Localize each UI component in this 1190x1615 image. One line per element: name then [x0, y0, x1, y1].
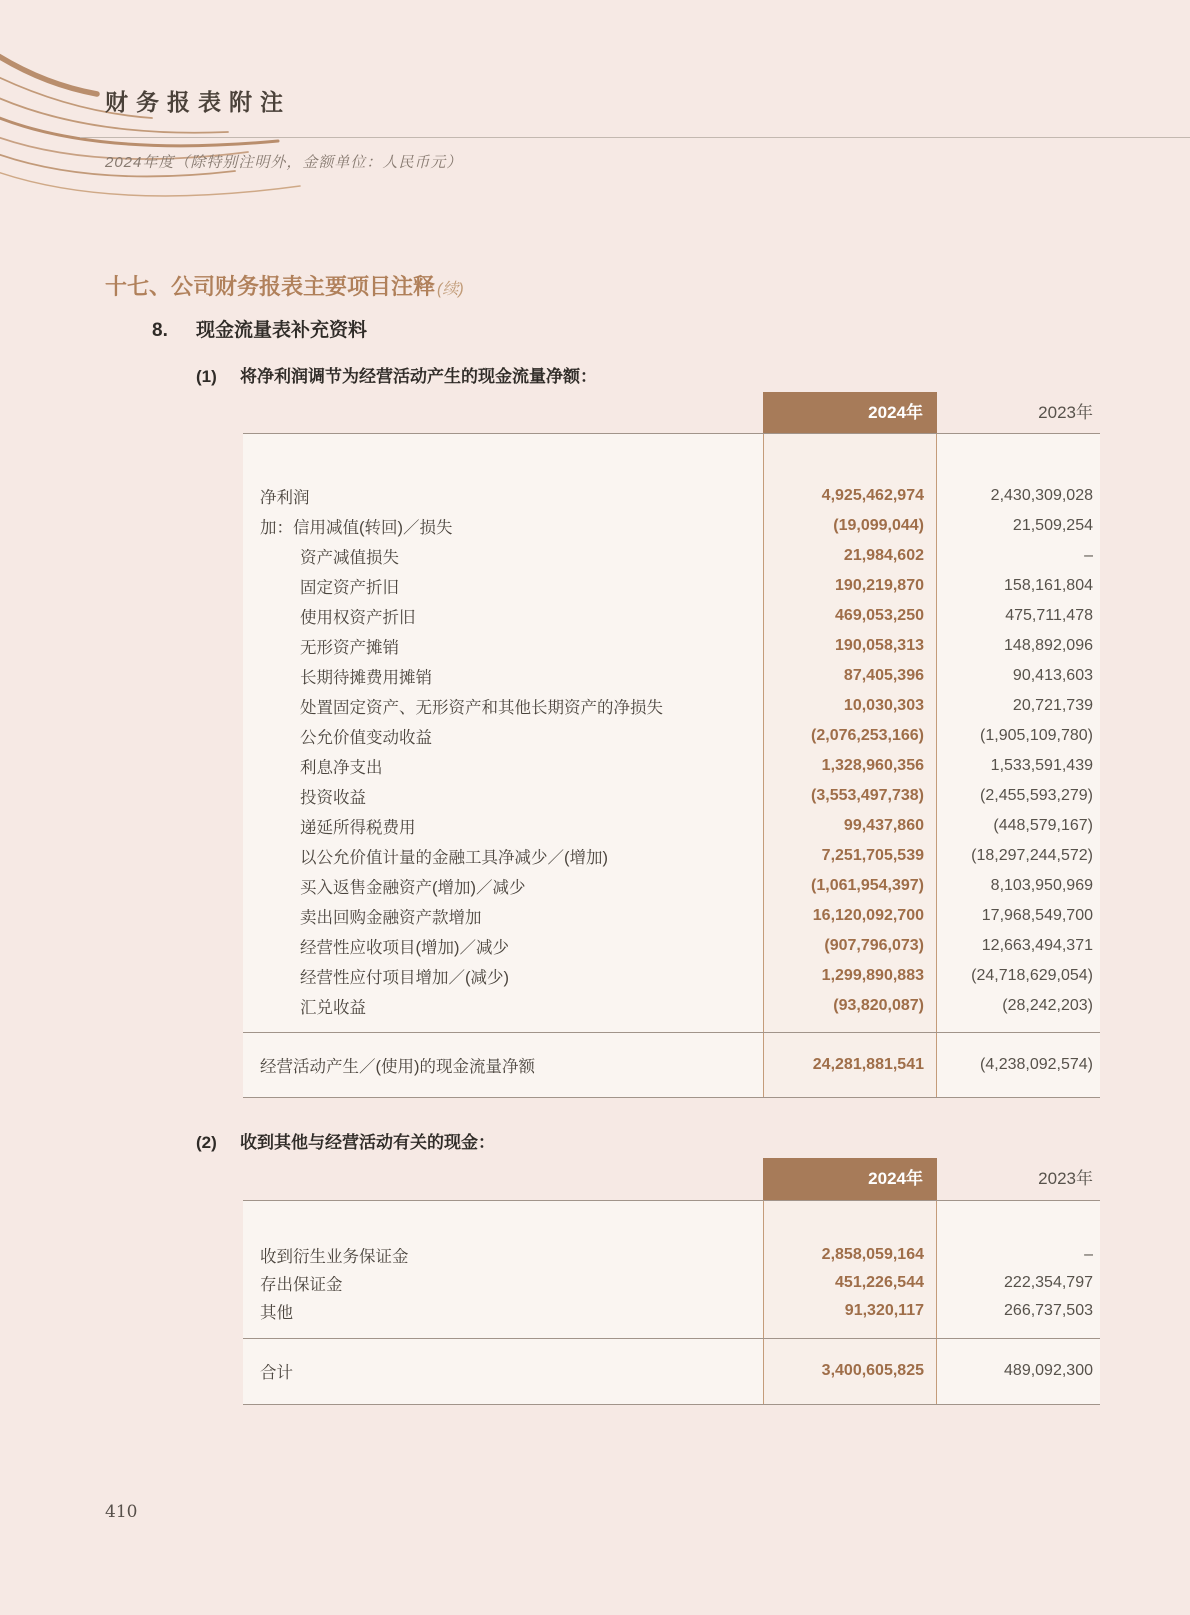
value-2024: 190,219,870	[835, 577, 924, 594]
table1-caption	[196, 362, 597, 387]
table-row	[243, 781, 1100, 811]
table-row	[243, 901, 1100, 931]
row-label: 利息净支出	[300, 759, 383, 777]
table1-col-header-2023: 2023年	[1038, 403, 1093, 422]
value-2023: 12,663,494,371	[981, 937, 1093, 954]
row-label: 存出保证金	[260, 1276, 343, 1294]
value-2023: (448,579,167)	[993, 817, 1093, 834]
section-title	[105, 270, 464, 301]
row-label: 递延所得税费用	[300, 819, 416, 837]
table-row	[243, 511, 1100, 541]
row-label: 固定资产折旧	[300, 579, 399, 597]
value-2023: 158,161,804	[1004, 577, 1093, 594]
decorative-arcs-icon	[0, 0, 310, 240]
table2-caption	[196, 1128, 495, 1153]
value-2024: (3,553,497,738)	[811, 787, 924, 804]
value-2024: 4,925,462,974	[821, 487, 924, 504]
value-2023: –	[1084, 547, 1093, 564]
table-row	[243, 751, 1100, 781]
row-label: 加：信用减值(转回)／损失	[260, 519, 453, 537]
row-label: 以公允价值计量的金融工具净减少／(增加)	[300, 849, 608, 867]
table1-body	[243, 433, 1100, 1098]
subsection-title	[152, 315, 367, 342]
table-row	[243, 931, 1100, 961]
table-row	[243, 721, 1100, 751]
value-2024: (1,061,954,397)	[811, 877, 924, 894]
value-2023: 148,892,096	[1004, 637, 1093, 654]
table-other-operating-cash-received	[243, 1158, 1100, 1405]
value-2024: 87,405,396	[843, 667, 924, 684]
row-label: 经营性应付项目增加／(减少)	[300, 969, 509, 987]
value-2024: (19,099,044)	[833, 517, 924, 534]
page-number: 410	[105, 1502, 138, 1522]
page-header-subtitle: 2024年度（除特别注明外，金额单位：人民币元）	[105, 154, 463, 171]
row-label: 买入返售金融资产(增加)／减少	[300, 879, 526, 897]
total-row-label: 经营活动产生／(使用)的现金流量净额	[260, 1058, 535, 1076]
value-2023: 90,413,603	[1012, 667, 1093, 684]
value-2024: 1,299,890,883	[821, 967, 924, 984]
row-label: 净利润	[260, 489, 310, 507]
value-2024: 99,437,860	[843, 817, 924, 834]
value-2024: 2,858,059,164	[821, 1246, 924, 1263]
page-header-title: 财务报表附注	[105, 89, 291, 116]
value-2023: 1,533,591,439	[990, 757, 1093, 774]
row-label: 汇兑收益	[300, 999, 366, 1017]
value-2023: –	[1084, 1246, 1093, 1263]
value-2023: 222,354,797	[1004, 1274, 1093, 1291]
value-2024: 190,058,313	[835, 637, 924, 654]
row-label: 资产减值损失	[300, 549, 399, 567]
value-2024: 1,328,960,356	[821, 757, 924, 774]
value-2023: (1,905,109,780)	[980, 727, 1093, 744]
row-label: 无形资产摊销	[300, 639, 399, 657]
table-row	[243, 871, 1100, 901]
row-label: 卖出回购金融资产款增加	[300, 909, 482, 927]
value-2023: 8,103,950,969	[990, 877, 1093, 894]
value-2023: 2,430,309,028	[990, 487, 1093, 504]
section-title-text: 十七、公司财务报表主要项目注释	[105, 274, 436, 299]
table1-rows	[243, 434, 1100, 1021]
total-value-2023: 489,092,300	[1004, 1362, 1093, 1379]
value-2024: 16,120,092,700	[812, 907, 924, 924]
subsection-number: 8.	[152, 320, 168, 341]
value-2023: 20,721,739	[1012, 697, 1093, 714]
value-2024: 7,251,705,539	[821, 847, 924, 864]
table-row	[243, 571, 1100, 601]
table2-body	[243, 1200, 1100, 1405]
table-row	[243, 601, 1100, 631]
value-2023: 266,737,503	[1004, 1302, 1093, 1319]
value-2024: 91,320,117	[844, 1302, 924, 1319]
table-row	[243, 691, 1100, 721]
value-2024: 10,030,303	[843, 697, 924, 714]
value-2024: (93,820,087)	[833, 997, 924, 1014]
table1-caption-number: (1)	[196, 367, 217, 386]
value-2023: (18,297,244,572)	[971, 847, 1093, 864]
section-title-continued: (续)	[437, 281, 464, 298]
table1-caption-text: 将净利润调节为经营活动产生的现金流量净额：	[240, 367, 597, 386]
header-divider	[80, 137, 1190, 138]
table2-caption-number: (2)	[196, 1133, 217, 1152]
table-row	[243, 841, 1100, 871]
table-row	[243, 1269, 1100, 1297]
value-2023: (24,718,629,054)	[971, 967, 1093, 984]
row-label: 经营性应收项目(增加)／减少	[300, 939, 509, 957]
total-value-2023: (4,238,092,574)	[980, 1056, 1093, 1073]
table-row	[243, 631, 1100, 661]
value-2024: (907,796,073)	[824, 937, 924, 954]
value-2024: 469,053,250	[835, 607, 924, 624]
value-2023: 17,968,549,700	[981, 907, 1093, 924]
value-2023: 475,711,478	[1005, 607, 1093, 624]
subsection-title-text: 现金流量表补充资料	[196, 320, 368, 341]
table2-col-header-2024: 2024年	[763, 1158, 937, 1200]
table-row	[243, 811, 1100, 841]
table-row	[243, 541, 1100, 571]
table-row	[243, 991, 1100, 1021]
row-label: 公允价值变动收益	[300, 729, 432, 747]
value-2024: (2,076,253,166)	[811, 727, 924, 744]
table2-total-row	[243, 1339, 1100, 1403]
value-2023: (28,242,203)	[1002, 997, 1093, 1014]
value-2023: 21,509,254	[1012, 517, 1093, 534]
table-net-profit-reconciliation	[243, 392, 1100, 1098]
row-label: 收到衍生业务保证金	[260, 1248, 409, 1266]
row-label: 其他	[260, 1304, 293, 1322]
total-value-2024: 3,400,605,825	[821, 1362, 924, 1379]
table-row	[243, 1297, 1100, 1325]
row-label: 处置固定资产、无形资产和其他长期资产的净损失	[300, 699, 663, 717]
value-2023: (2,455,593,279)	[980, 787, 1093, 804]
table-row	[243, 1241, 1100, 1269]
table-row	[243, 961, 1100, 991]
table1-col-header-2024: 2024年	[763, 392, 937, 433]
table2-rows	[243, 1201, 1100, 1325]
table2-caption-text: 收到其他与经营活动有关的现金：	[240, 1133, 495, 1152]
row-label: 长期待摊费用摊销	[300, 669, 432, 687]
table1-total-row	[243, 1033, 1100, 1097]
value-2024: 21,984,602	[843, 547, 924, 564]
total-value-2024: 24,281,881,541	[812, 1056, 924, 1073]
table2-col-header-2023: 2023年	[1038, 1169, 1093, 1188]
total-row-label: 合计	[260, 1364, 293, 1382]
table-row	[243, 481, 1100, 511]
value-2024: 451,226,544	[835, 1274, 924, 1291]
row-label: 投资收益	[300, 789, 366, 807]
row-label: 使用权资产折旧	[300, 609, 416, 627]
table-row	[243, 661, 1100, 691]
